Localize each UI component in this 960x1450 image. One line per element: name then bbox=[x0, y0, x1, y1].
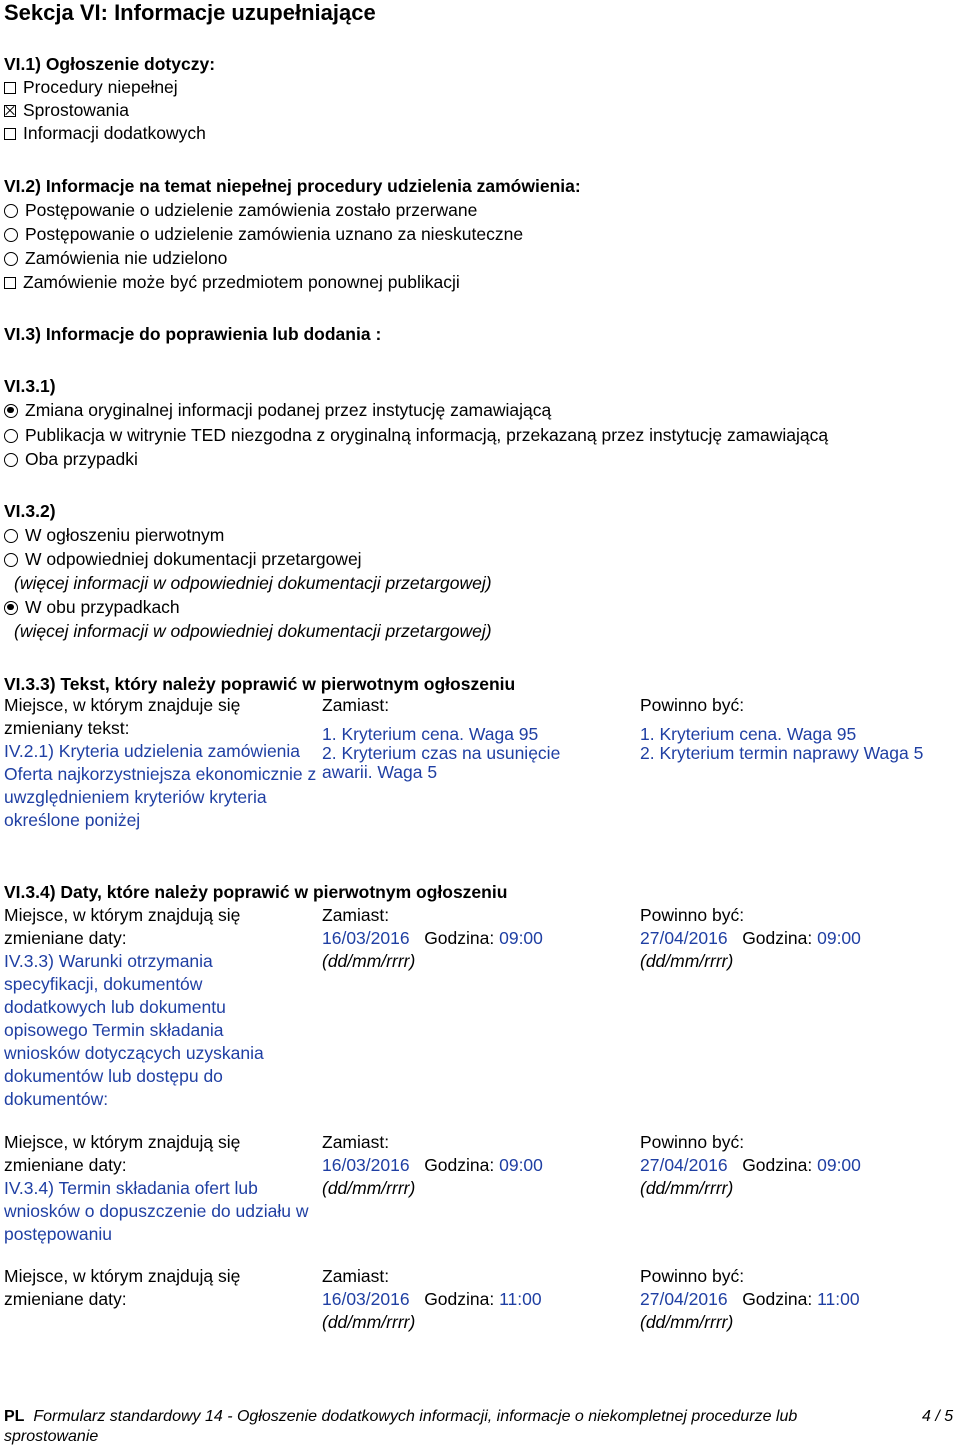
vi33-should-line2: 2. Kryterium termin naprawy Waga 5 bbox=[640, 743, 924, 763]
vi34-instead-label: Zamiast: bbox=[322, 1266, 390, 1286]
radio-unchecked-icon bbox=[4, 553, 18, 567]
vi32-option-pierwotnym[interactable]: W ogłoszeniu pierwotnym bbox=[4, 524, 224, 547]
vi31-option-ted[interactable]: Publikacja w witrynie TED niezgodna z oryginalną informacją, przekazaną przez instytucję zamawiającą bbox=[4, 424, 828, 447]
footer-form-line2: sprostowanie bbox=[4, 1428, 99, 1445]
checkbox-unchecked-icon bbox=[4, 82, 16, 94]
checkbox-checked-icon bbox=[4, 105, 16, 117]
vi33-instead-label: Zamiast: bbox=[322, 695, 390, 715]
vi33-instead-line2: 2. Kryterium czas na usunięcie bbox=[322, 743, 561, 763]
vi34-place-value: IV.3.3) Warunki otrzymania specyfikacji, dokumentów dodatkowych lub dokumentu opisowego Termin składania wniosków dotyczących uzyskania dokumentów lub dostępu do dokumentów: bbox=[4, 951, 264, 1109]
vi34-should-label: Powinno być: bbox=[640, 1266, 745, 1286]
vi33-should-line1: 1. Kryterium cena. Waga 95 bbox=[640, 724, 857, 744]
checkbox-unchecked-icon bbox=[4, 128, 16, 140]
radio-unchecked-icon bbox=[4, 429, 18, 443]
new-time: 09:00 bbox=[817, 928, 861, 948]
vi34-should-datetime bbox=[640, 1288, 860, 1311]
time-label: Godzina: bbox=[424, 1155, 495, 1175]
time-label: Godzina: bbox=[424, 1289, 495, 1309]
vi33-place-label: Miejsce, w którym znajduje się zmieniany tekst: bbox=[4, 695, 241, 738]
time-label: Godzina: bbox=[742, 1155, 813, 1175]
footer-text bbox=[4, 1407, 797, 1427]
vi3-heading: VI.3) Informacje do poprawienia lub dodania : bbox=[4, 324, 382, 344]
vi2-option-przerwane[interactable]: Postępowanie o udzielenie zamówienia zostało przerwane bbox=[4, 199, 477, 222]
time-label: Godzina: bbox=[424, 928, 495, 948]
vi34-instead-datetime bbox=[322, 1154, 543, 1177]
vi2-option-nie-udzielono[interactable]: Zamówienia nie udzielono bbox=[4, 247, 227, 270]
footer-page-number: 4 / 5 bbox=[922, 1408, 954, 1425]
section-title: Sekcja VI: Informacje uzupełniające bbox=[4, 0, 376, 25]
vi34-should-datetime bbox=[640, 1154, 861, 1177]
vi34-should-label: Powinno być: bbox=[640, 905, 745, 925]
vi31-heading: VI.3.1) bbox=[4, 376, 56, 396]
radio-unchecked-icon bbox=[4, 204, 18, 218]
vi34-instead-datetime bbox=[322, 1288, 542, 1311]
date-format: (dd/mm/rrrr) bbox=[322, 1312, 416, 1332]
vi32-heading: VI.3.2) bbox=[4, 501, 56, 521]
vi33-instead-line3: awarii. Waga 5 bbox=[322, 762, 438, 782]
vi34-heading: VI.3.4) Daty, które należy poprawić w pierwotnym ogłoszeniu bbox=[4, 882, 508, 902]
date-format: (dd/mm/rrrr) bbox=[640, 951, 734, 971]
vi33-place-value: IV.2.1) Kryteria udzielenia zamówienia Oferta najkorzystniejsza ekonomicznie z uwzględnieniem kryteriów kryteria określone poniżej bbox=[4, 741, 317, 830]
vi32-note-dokumentacji: (więcej informacji w odpowiedniej dokumentacji przetargowej) bbox=[14, 573, 492, 593]
new-date: 27/04/2016 bbox=[640, 1155, 728, 1175]
old-time: 09:00 bbox=[499, 928, 543, 948]
old-time: 09:00 bbox=[499, 1155, 543, 1175]
vi1-option-procedury[interactable]: Procedury niepełnej bbox=[4, 76, 178, 99]
vi34-place-label: Miejsce, w którym znajdują się zmieniane daty: bbox=[4, 905, 241, 948]
old-time: 11:00 bbox=[499, 1289, 542, 1309]
new-date: 27/04/2016 bbox=[640, 1289, 728, 1309]
time-label: Godzina: bbox=[742, 1289, 813, 1309]
radio-unchecked-icon bbox=[4, 453, 18, 467]
footer-lang: PL bbox=[4, 1408, 25, 1425]
new-time: 09:00 bbox=[817, 1155, 861, 1175]
vi34-should-datetime bbox=[640, 927, 861, 950]
new-date: 27/04/2016 bbox=[640, 928, 728, 948]
vi34-place-label: Miejsce, w którym znajdują się zmieniane daty: bbox=[4, 1266, 241, 1309]
date-format: (dd/mm/rrrr) bbox=[640, 1178, 734, 1198]
date-format: (dd/mm/rrrr) bbox=[322, 951, 416, 971]
vi32-option-dokumentacji[interactable]: W odpowiedniej dokumentacji przetargowej bbox=[4, 548, 362, 571]
new-time: 11:00 bbox=[817, 1289, 860, 1309]
vi1-option-sprostowania[interactable]: Sprostowania bbox=[4, 99, 129, 122]
radio-unchecked-icon bbox=[4, 529, 18, 543]
vi1-heading: VI.1) Ogłoszenie dotyczy: bbox=[4, 54, 216, 74]
vi1-option-informacji[interactable]: Informacji dodatkowych bbox=[4, 122, 206, 145]
radio-checked-icon bbox=[4, 601, 18, 615]
vi2-checkbox-ponowna-publikacja[interactable]: Zamówienie może być przedmiotem ponownej publikacji bbox=[4, 271, 460, 294]
vi2-heading: VI.2) Informacje na temat niepełnej procedury udzielenia zamówienia: bbox=[4, 176, 581, 196]
vi33-heading: VI.3.3) Tekst, który należy poprawić w pierwotnym ogłoszeniu bbox=[4, 674, 516, 694]
vi34-instead-label: Zamiast: bbox=[322, 905, 390, 925]
vi34-instead-label: Zamiast: bbox=[322, 1132, 390, 1152]
time-label: Godzina: bbox=[742, 928, 813, 948]
vi32-note-obu: (więcej informacji w odpowiedniej dokumentacji przetargowej) bbox=[14, 621, 492, 641]
vi31-option-zmiana[interactable]: Zmiana oryginalnej informacji podanej przez instytucję zamawiającą bbox=[4, 399, 551, 422]
vi31-option-oba[interactable]: Oba przypadki bbox=[4, 448, 138, 471]
date-format: (dd/mm/rrrr) bbox=[640, 1312, 734, 1332]
vi34-instead-datetime bbox=[322, 927, 543, 950]
vi34-should-label: Powinno być: bbox=[640, 1132, 745, 1152]
vi33-should-label: Powinno być: bbox=[640, 695, 745, 715]
checkbox-unchecked-icon bbox=[4, 277, 16, 289]
vi33-instead-line1: 1. Kryterium cena. Waga 95 bbox=[322, 724, 539, 744]
footer-form-line1: Formularz standardowy 14 - Ogłoszenie dodatkowych informacji, informacje o niekompletnej procedurze lub bbox=[33, 1408, 798, 1425]
radio-unchecked-icon bbox=[4, 228, 18, 242]
vi2-option-nieskuteczne[interactable]: Postępowanie o udzielenie zamówienia uznano za nieskuteczne bbox=[4, 223, 523, 246]
radio-unchecked-icon bbox=[4, 252, 18, 266]
old-date: 16/03/2016 bbox=[322, 1289, 410, 1309]
vi34-place-label: Miejsce, w którym znajdują się zmieniane daty: bbox=[4, 1132, 241, 1175]
old-date: 16/03/2016 bbox=[322, 1155, 410, 1175]
radio-checked-icon bbox=[4, 404, 18, 418]
old-date: 16/03/2016 bbox=[322, 928, 410, 948]
vi32-option-obu[interactable]: W obu przypadkach bbox=[4, 596, 180, 619]
vi34-place-value: IV.3.4) Termin składania ofert lub wniosków o dopuszczenie do udziału w postępowaniu bbox=[4, 1178, 309, 1244]
date-format: (dd/mm/rrrr) bbox=[322, 1178, 416, 1198]
